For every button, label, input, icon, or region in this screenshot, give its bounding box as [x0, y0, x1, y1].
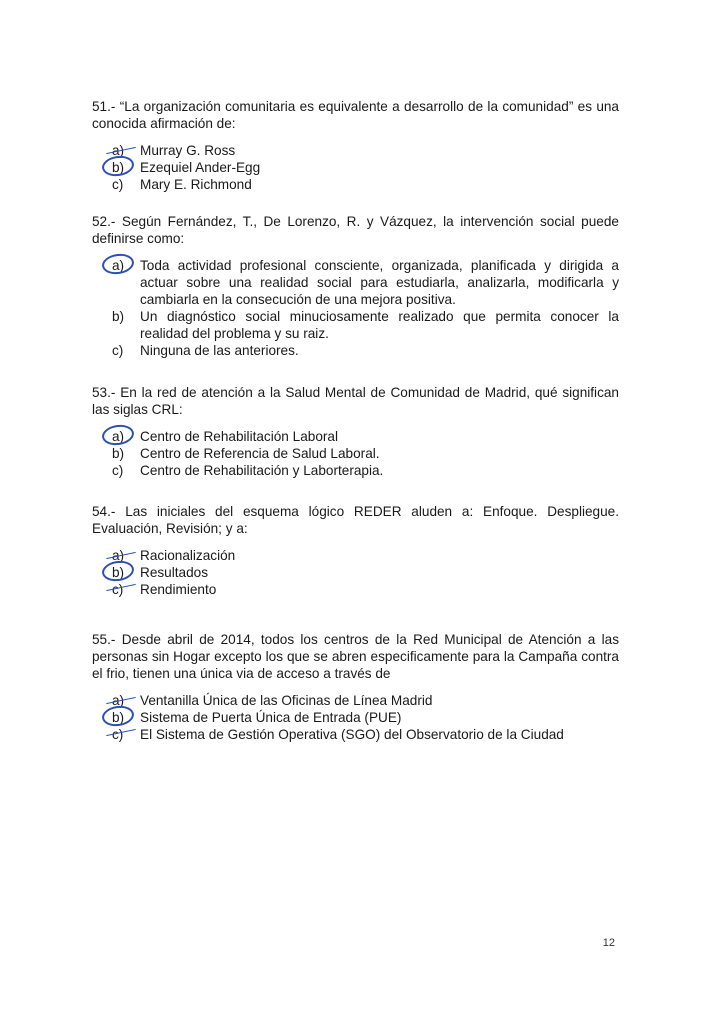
option-letter: c) — [112, 463, 124, 478]
question-text: 55.- Desde abril de 2014, todos los centros de la Red Municipal de Atención a las personas sin Hogar excepto los que se abren especificamente para la Campaña contra el frio, tienen una única via de acceso a través de — [92, 632, 619, 681]
option-letter: b) — [112, 160, 125, 175]
option-text: Rendimiento — [140, 582, 217, 597]
option-text: Toda actividad profesional consciente, organizada, planificada y dirigida a actuar sobre una realidad social para estudiarla, analizarla, modificarla y cambiarla en la consecución de una mejora positiva. — [140, 258, 619, 307]
option-letter: b) — [112, 309, 125, 324]
option-letter: a) — [112, 429, 125, 444]
question-55 — [92, 631, 619, 743]
question-text: 51.- “La organización comunitaria es equivalente a desarrollo de la comunidad” es una conocida afirmación de: — [92, 99, 619, 131]
option-letter: a) — [112, 258, 125, 273]
option-b — [92, 564, 619, 581]
option-a — [92, 142, 619, 159]
option-b — [92, 159, 619, 176]
question-52 — [92, 213, 619, 359]
option-letter: c) — [112, 177, 124, 192]
option-c — [92, 342, 619, 359]
option-text: Centro de Referencia de Salud Laboral. — [140, 446, 380, 461]
option-letter: b) — [112, 565, 125, 580]
question-51 — [92, 98, 619, 193]
option-letter: a) — [112, 548, 125, 563]
option-letter: c) — [112, 343, 124, 358]
question-text: 52.- Según Fernández, T., De Lorenzo, R. y Vázquez, la intervención social puede definirse como: — [92, 214, 619, 246]
question-54 — [92, 503, 619, 598]
option-text: Resultados — [140, 565, 209, 580]
option-text: Ninguna de las anteriores. — [140, 343, 299, 358]
option-text: Ezequiel Ander-Egg — [140, 160, 261, 175]
option-text: Mary E. Richmond — [140, 177, 252, 192]
option-text: Centro de Rehabilitación Laboral — [140, 429, 338, 444]
question-53 — [92, 384, 619, 479]
question-text: 53.- En la red de atención a la Salud Mental de Comunidad de Madrid, qué significan las siglas CRL: — [92, 385, 619, 417]
option-b — [92, 445, 619, 462]
option-c — [92, 581, 619, 598]
option-letter: c) — [112, 582, 124, 597]
option-text: Centro de Rehabilitación y Laborterapia. — [140, 463, 384, 478]
answer-options — [92, 142, 619, 193]
option-c — [92, 726, 619, 743]
option-a — [92, 692, 619, 709]
option-text: El Sistema de Gestión Operativa (SGO) del Observatorio de la Ciudad — [140, 727, 564, 742]
option-text: Sistema de Puerta Única de Entrada (PUE) — [140, 710, 402, 725]
option-text: Un diagnóstico social minuciosamente realizado que permita conocer la realidad del problema y su raiz. — [140, 309, 619, 341]
option-b — [92, 308, 619, 342]
option-text: Murray G. Ross — [140, 143, 236, 158]
option-a — [92, 428, 619, 445]
page-number: 12 — [602, 937, 615, 949]
option-letter: a) — [112, 693, 125, 708]
answer-options — [92, 547, 619, 598]
option-a — [92, 257, 619, 308]
answer-options — [92, 257, 619, 359]
option-c — [92, 176, 619, 193]
answer-options — [92, 428, 619, 479]
option-letter: b) — [112, 710, 125, 725]
option-b — [92, 709, 619, 726]
option-text: Ventanilla Única de las Oficinas de Línea Madrid — [140, 693, 433, 708]
option-c — [92, 462, 619, 479]
option-text: Racionalización — [140, 548, 236, 563]
option-letter: b) — [112, 446, 125, 461]
option-a — [92, 547, 619, 564]
option-letter: a) — [112, 143, 125, 158]
option-letter: c) — [112, 727, 124, 742]
answer-options — [92, 692, 619, 743]
question-text: 54.- Las iniciales del esquema lógico REDER aluden a: Enfoque. Despliegue. Evaluación, Revisión; y a: — [92, 504, 619, 536]
